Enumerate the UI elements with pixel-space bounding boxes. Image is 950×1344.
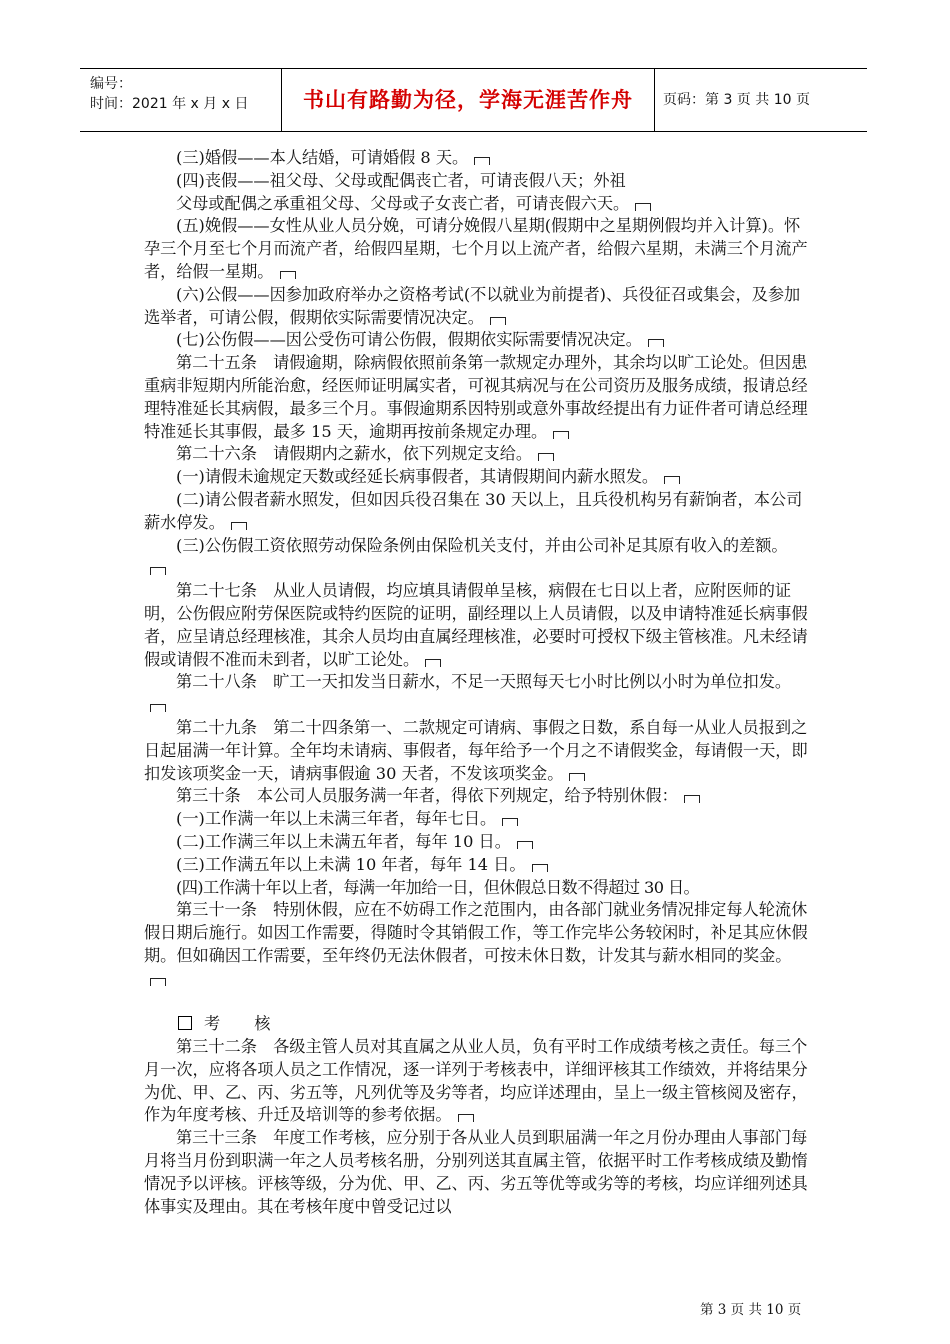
paragraph-mark-icon: [280, 271, 296, 279]
paragraph: 第二十六条 请假期内之薪水，依下列规定支给。: [144, 443, 809, 466]
paragraph-mark-icon: [150, 567, 166, 575]
paragraph: (一)工作满一年以上未满三年者，每年七日。: [144, 808, 809, 831]
date-label: 时间：2021 年 x 月 x 日: [90, 96, 249, 112]
paragraph: (一)请假未逾规定天数或经延长病事假者，其请假期间内薪水照发。: [144, 466, 809, 489]
paragraph: (四)丧假——祖父母、父母或配偶丧亡者，可请丧假八天；外祖: [176, 170, 626, 190]
paragraph-mark-icon: [458, 1114, 474, 1122]
paragraph-mark-icon: [569, 773, 585, 781]
paragraph-mark-icon: [502, 818, 518, 826]
paragraph: 第二十七条 从业人员请假，均应填具请假单呈核，病假在七日以上者，应附医师的证明，公伤假应附劳保医院或特约医院的证明，副经理以上人员请假，以及申请特准延长病事假者，应呈请总经理核准，其余人员均由直属经理核准，必要时可授权下级主管核准。凡未经请假或请假不准而未到者，以旷工论处。: [144, 581, 808, 669]
paragraph: (四)工作满十年以上者，每满一年加给一日，但休假总日数不得超过 30 日。: [176, 877, 700, 897]
number-label: 编号：: [90, 76, 132, 92]
paragraph: (二)工作满三年以上未满五年者，每年 10 日。: [144, 831, 809, 854]
paragraph-mark-icon: [517, 841, 533, 849]
header-motto: 书山有路勤为径，学海无涯苦作舟: [281, 69, 655, 131]
paragraph: 第二十八条 旷工一天扣发当日薪水，不足一天照每天七小时比例以小时为单位扣发。: [144, 671, 809, 717]
paragraph-mark-icon: [684, 795, 700, 803]
paragraph-mark-icon: [231, 522, 247, 530]
paragraph: 第三十一条 特别休假，应在不妨碍工作之范围内，由各部门就业务情况排定每人轮流休假日期后施行。如因工作需要，得随时令其销假工作，等工作完毕公务较闲时，补足其应休假期。但如确因工作需要，至年终仍无法休假者，可按未休日数，计发其与薪水相同的奖金。: [144, 899, 809, 990]
paragraph: 第三十三条 年度工作考核，应分别于各从业人员到职届满一年之月份办理由人事部门每月将当月份到职满一年之人员考核名册，分别列送其直属主管，依据平时工作考核成绩及勤惰情况予以评核。评核等级，分为优、甲、乙、丙、劣五等优等或劣等的考核，均应详细列述具体事实及理由。其在考核年度中曾受记过以: [144, 1128, 808, 1216]
paragraph: 第三十二条 各级主管人员对其直属之从业人员，负有平时工作成绩考核之责任。每三个月一次，应将各项人员之工作情况，逐一详列于考核表中，详细评核其工作绩效，并将结果分为优、甲、乙、丙、劣五等，凡列优等及劣等者，均应详述理由，呈上一级主管核阅及密存，作为年度考核、升迁及培训等的参考依据。: [144, 1037, 808, 1125]
paragraph-mark-icon: [150, 704, 166, 712]
paragraph: 第二十九条 第二十四条第一、二款规定可请病、事假之日数，系自每一从业人员报到之日起届满一年计算。全年均未请病、事假者，每年给予一个月之不请假奖金，每请假一天，即扣发该项奖金一天，请病事假逾 30 天者，不发该项奖金。: [144, 717, 808, 783]
document-body: [144, 147, 809, 1218]
paragraph: (三)婚假——本人结婚，可请婚假 8 天。: [144, 147, 809, 170]
paragraph: (三)公伤假工资依照劳动保险条例由保险机关支付，并由公司补足其原有收入的差额。: [144, 535, 809, 581]
paragraph-mark-icon: [648, 339, 664, 347]
checkbox-square-icon: [178, 1016, 192, 1030]
paragraph: 第三十条 本公司人员服务满一年者，得依下列规定，给予特别休假：: [144, 785, 809, 808]
paragraph-mark-icon: [474, 157, 490, 165]
footer-page-number: 第 3 页 共 10 页: [700, 1302, 802, 1318]
paragraph-mark-icon: [425, 659, 441, 667]
paragraph-mark-icon: [532, 864, 548, 872]
paragraph-mark-icon: [635, 203, 651, 211]
paragraph-mark-icon: [664, 476, 680, 484]
paragraph: (六)公假——因参加政府举办之资格考试(不以就业为前提者)、兵役征召或集会，及参加选举者，可请公假，假期依实际需要情况决定。: [144, 284, 801, 327]
document-header: [80, 68, 867, 132]
paragraph-mark-icon: [150, 978, 166, 986]
section-heading: 考 核: [144, 1013, 809, 1036]
paragraph-mark-icon: [538, 453, 554, 461]
paragraph: (五)娩假——女性从业人员分娩，可请分娩假八星期(假期中之星期例假均并入计算)。怀孕三个月至七个月而流产者，给假四星期，七个月以上流产者，给假六星期，未满三个月流产者，给假一星期。: [144, 216, 808, 281]
header-page-number: 页码：第 3 页 共 10 页: [663, 92, 810, 108]
paragraph-mark-icon: [490, 317, 506, 325]
header-meta: [80, 69, 280, 131]
paragraph: 第二十五条 请假逾期，除病假依照前条第一款规定办理外，其余均以旷工论处。但因患重病非短期内所能治愈，经医师证明属实者，可视其病况与在公司资历及服务成绩，报请总经理特准延长其病假，最多三个月。事假逾期系因特别或意外事故经提出有力证件者可请总经理特准延长其事假，最多 15 天，逾期再按前条规定办理。: [144, 353, 808, 441]
paragraph: (七)公伤假——因公受伤可请公伤假，假期依实际需要情况决定。: [144, 329, 809, 352]
paragraph: 父母或配偶之承重祖父母、父母或子女丧亡者，可请丧假六天。: [144, 193, 809, 216]
paragraph: (二)请公假者薪水照发，但如因兵役召集在 30 天以上，且兵役机构另有薪饷者，本公司薪水停发。: [144, 489, 803, 532]
paragraph-mark-icon: [553, 431, 569, 439]
paragraph: (三)工作满五年以上未满 10 年者，每年 14 日。: [144, 854, 809, 877]
